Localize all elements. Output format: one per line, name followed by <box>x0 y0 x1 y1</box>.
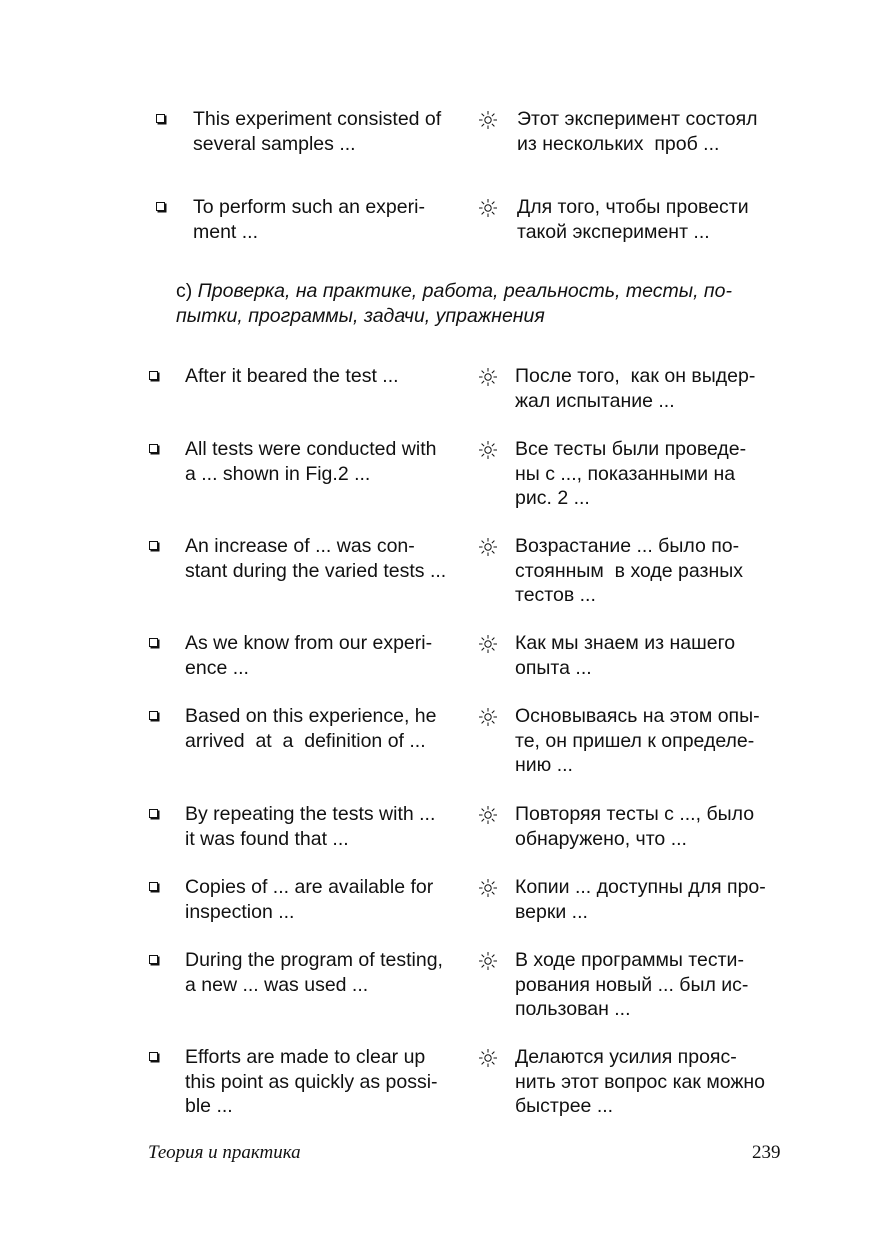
russian-translation: Возрастание ... было по- стоянным в ходе разных тестов ... <box>515 535 743 606</box>
checkbox-bullet-icon <box>156 202 165 211</box>
checkbox-bullet-icon <box>149 444 158 453</box>
english-phrase: As we know from our experi- ence ... <box>185 632 433 679</box>
english-phrase: To perform such an experi- ment ... <box>193 196 425 243</box>
english-phrase: This experiment consisted of several samples ... <box>193 108 442 155</box>
english-phrase: During the program of testing, a new ... was used ... <box>185 949 443 996</box>
sun-icon <box>478 707 498 727</box>
checkbox-bullet-icon <box>156 114 165 123</box>
checkbox-bullet-icon <box>149 882 158 891</box>
section-heading <box>176 279 796 329</box>
checkbox-bullet-icon <box>149 371 158 380</box>
english-phrase: By repeating the tests with ... it was found that ... <box>185 803 436 850</box>
english-phrase: After it beared the test ... <box>185 365 399 387</box>
russian-translation: Повторяя тесты с ..., было обнаружено, что ... <box>515 803 755 850</box>
checkbox-bullet-icon <box>149 638 158 647</box>
sun-icon <box>478 951 498 971</box>
checkbox-bullet-icon <box>149 711 158 720</box>
running-footer-title: Теория и практика <box>148 1142 301 1163</box>
sun-icon <box>478 878 498 898</box>
checkbox-bullet-icon <box>149 955 158 964</box>
russian-translation: После того, как он выдер- жал испытание ... <box>515 365 756 412</box>
sun-icon <box>478 1048 498 1068</box>
english-phrase: Based on this experience, he arrived at a definition of ... <box>185 705 437 752</box>
sun-icon <box>478 805 498 825</box>
russian-translation: Этот эксперимент состоял из нескольких проб ... <box>517 108 758 155</box>
section-letter: с) <box>176 280 193 302</box>
checkbox-bullet-icon <box>149 541 158 550</box>
sun-icon <box>478 634 498 654</box>
sun-icon <box>478 440 498 460</box>
english-phrase: Copies of ... are available for inspection ... <box>185 876 434 923</box>
checkbox-bullet-icon <box>149 809 158 818</box>
checkbox-bullet-icon <box>149 1052 158 1061</box>
sun-icon <box>478 367 498 387</box>
russian-translation: Как мы знаем из нашего опыта ... <box>515 632 736 679</box>
english-phrase: Efforts are made to clear up this point as quickly as possi- ble ... <box>185 1046 438 1117</box>
russian-translation: Основываясь на этом опы- те, он пришел к определе- нию ... <box>515 705 760 776</box>
english-phrase: All tests were conducted with a ... shown in Fig.2 ... <box>185 438 437 485</box>
page-number: 239 <box>752 1142 781 1163</box>
russian-translation: В ходе программы тести- рования новый ... был ис- пользован ... <box>515 949 749 1020</box>
russian-translation: Все тесты были проведе- ны с ..., показанными на рис. 2 ... <box>515 438 747 509</box>
russian-translation: Копии ... доступны для про- верки ... <box>515 876 766 923</box>
sun-icon <box>478 537 498 557</box>
english-phrase: An increase of ... was con- stant during the varied tests ... <box>185 535 447 582</box>
russian-translation: Делаются усилия прояс- нить этот вопрос как можно быстрее ... <box>515 1046 766 1117</box>
sun-icon <box>478 110 498 130</box>
sun-icon <box>478 198 498 218</box>
section-keywords: Проверка, на практике, работа, реальность, тесты, по- пытки, программы, задачи, упражнения <box>176 280 732 327</box>
russian-translation: Для того, чтобы провести такой эксперимент ... <box>517 196 749 243</box>
